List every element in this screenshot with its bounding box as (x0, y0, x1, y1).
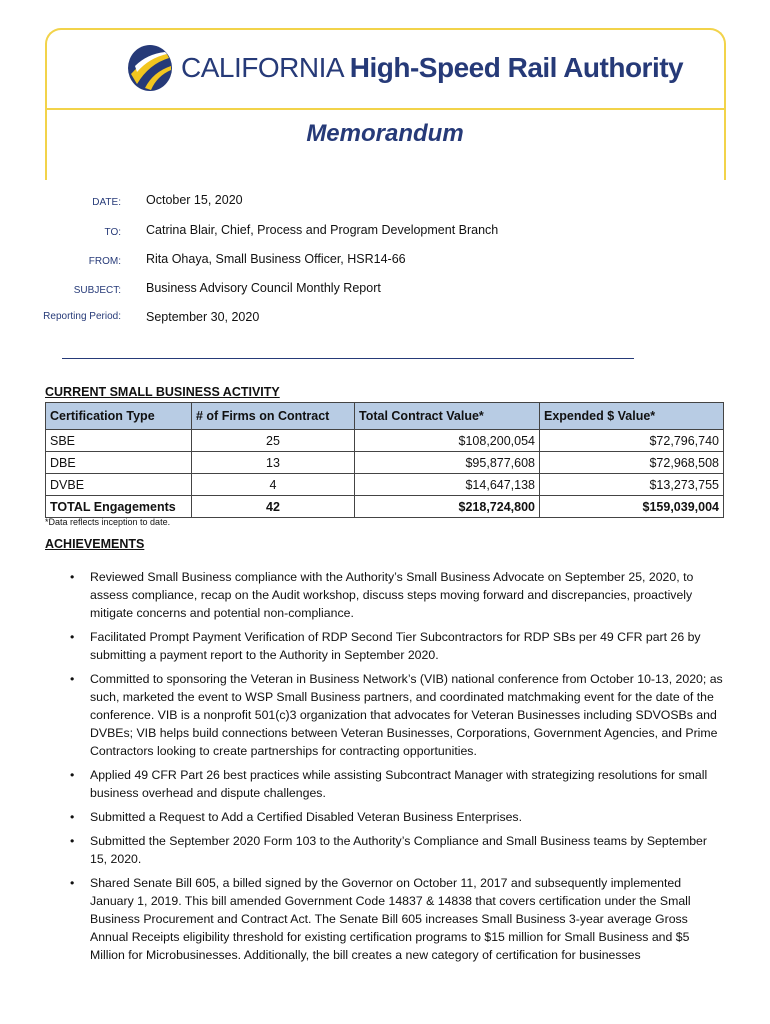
table-row (46, 430, 724, 452)
field-value: Catrina Blair, Chief, Process and Program Development Branch (146, 223, 499, 237)
field-label: DATE: (92, 197, 121, 208)
list-item: • Submitted a Request to Add a Certified Disabled Veteran Business Enterprises. (90, 808, 725, 826)
cell: SBE (46, 430, 192, 452)
list-item: • Facilitated Prompt Payment Verification of RDP Second Tier Subcontractors for RDP SBs per 49 CFR part 26 by submitting a payment report to the Authority in September 2020. (90, 628, 725, 664)
field-value: Business Advisory Council Monthly Report (146, 281, 381, 295)
achievements-title: ACHIEVEMENTS (45, 537, 145, 551)
column-header: Total Contract Value* (355, 403, 540, 430)
field-label: FROM: (88, 256, 121, 267)
column-header: Certification Type (46, 403, 192, 430)
field-label: TO: (104, 227, 121, 238)
cell: $72,968,508 (540, 452, 724, 474)
cell: TOTAL Engagements (46, 496, 192, 518)
list-item: • Shared Senate Bill 605, a billed signed by the Governor on October 11, 2017 and subsequently implemented January 1, 2019. This bill amended Government Code 14837 & 14838 that covers certification under the Small Business Procurement and Contract Act. The Senate Bill 605 increases Small Business 3-year average Gross Annual Receipts eligibility threshold for existing certification programs to $15 million for Small Business and $5 Million for Microbusinesses. Additionally, the bill creates a new category of certification for businesses (90, 874, 725, 964)
cell: $95,877,608 (355, 452, 540, 474)
field-label: Reporting Period: (43, 311, 121, 322)
table-row (46, 474, 724, 496)
cell: 13 (192, 452, 355, 474)
field-value: Rita Ohaya, Small Business Officer, HSR14-66 (146, 252, 406, 266)
list-item: • Committed to sponsoring the Veteran in Business Network’s (VIB) national conference from October 10-13, 2020; as such, marketed the event to WSP Small Business partners, and coordinated matchmaking event for the date of the conference. VIB is a nonprofit 501(c)3 organization that advocates for Veteran Businesses including SDVOSBs and DVBEs; VIB helps build connections between Veteran Businesses, Corporations, Government Agencies, and Prime Contractors looking to create partnerships for contracting opportunities. (90, 670, 725, 760)
cell: 42 (192, 496, 355, 518)
cell: 25 (192, 430, 355, 452)
cell: $218,724,800 (355, 496, 540, 518)
table-header-row (46, 403, 724, 430)
list-item: • Reviewed Small Business compliance with the Authority’s Small Business Advocate on September 25, 2020, to assess compliance, recap on the Audit workshop, discuss steps moving forward and discrepancies, proactively mitigate concerns and potential non-compliance. (90, 568, 725, 622)
cell: $72,796,740 (540, 430, 724, 452)
column-header: Expended $ Value* (540, 403, 724, 430)
field-label: SUBJECT: (73, 285, 121, 296)
separator-line (62, 358, 634, 359)
logo-text-bold: High-Speed Rail Authority (349, 52, 684, 83)
cell: $13,273,755 (540, 474, 724, 496)
list-item: • Applied 49 CFR Part 26 best practices while assisting Subcontract Manager with strategizing resolutions for small business overhead and dispute challenges. (90, 766, 725, 802)
activity-table (45, 402, 724, 518)
table-total-row (46, 496, 724, 518)
field-value: October 15, 2020 (146, 193, 243, 207)
logo-text-light: CALIFORNIA (181, 52, 343, 83)
memo-title: Memorandum (306, 120, 464, 147)
field-value: September 30, 2020 (146, 310, 260, 324)
cell: $14,647,138 (355, 474, 540, 496)
activity-title: CURRENT SMALL BUSINESS ACTIVITY (45, 385, 280, 399)
table-row (46, 452, 724, 474)
cell: DVBE (46, 474, 192, 496)
header-divider (45, 108, 724, 110)
table-footnote: *Data reflects inception to date. (45, 517, 171, 527)
logo (127, 44, 683, 92)
cell: $108,200,054 (355, 430, 540, 452)
list-item: • Submitted the September 2020 Form 103 to the Authority’s Compliance and Small Business teams by September 15, 2020. (90, 832, 725, 868)
rail-logo-icon (127, 44, 173, 92)
cell: $159,039,004 (540, 496, 724, 518)
column-header: # of Firms on Contract (192, 403, 355, 430)
cell: 4 (192, 474, 355, 496)
achievements-list (90, 568, 725, 970)
cell: DBE (46, 452, 192, 474)
